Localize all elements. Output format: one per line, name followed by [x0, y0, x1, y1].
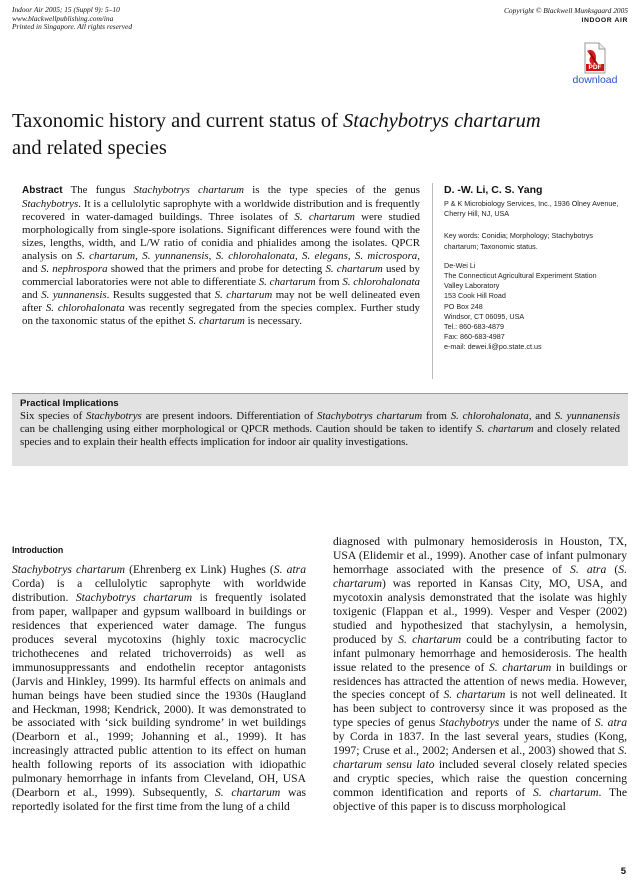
title-line2: and related species [12, 137, 167, 159]
italic-text: Stachybotrys [22, 197, 79, 210]
text-run: could be a contributing factor to infant pulmonary hemorrhage and hemosiderosis. The health issue related to the presence of [333, 632, 627, 674]
address-line: 153 Cook Hill Road [444, 291, 506, 301]
column-divider [432, 183, 433, 379]
italic-text: Stachybotrys chartarum [75, 590, 193, 604]
italic-text: Stachybotrys chartarum [12, 563, 126, 576]
abstract-body [22, 184, 420, 327]
italic-text: S. chartarum [215, 786, 281, 800]
italic-text: S. chartarum [398, 632, 462, 646]
text-run: by Corda in 1837. In the last several years, studies (Kong, 1997; Cruse et al., 2002; Andersen et al., 2003) showed that [333, 730, 627, 758]
italic-text: S. chartarum [188, 314, 245, 327]
pdf-download-link[interactable] [570, 42, 620, 86]
introduction-column-2 [333, 535, 627, 814]
italic-text: S. chartarum [325, 262, 383, 275]
text-run: is the type species of the genus [244, 184, 420, 196]
keywords [444, 231, 624, 251]
text-run: is frequently isolated from paper, wallpaper and gypsum wallboard in buildings or residences that experienced water damage. The fungus produces several mycotoxins (highly toxic macrocyclic trichothecenes and related trichoverroids) as well as immunosuppressants and endothelin receptor antagonists (Jarvis and Hinkley, 1999). Its harmful effects on animals and human beings have been studied since the 1930s (Haugland and Heckman, 1998; Kendrick, 2000). It was demonstrated to be associated with ‘sick building syndrome’ in wet buildings (Dearborn et al., 1999; Johanning et al., 1999). It has increasingly attracted public attention to its effect on human health following reports of its association with idiopathic pulmonary hemorrhage in infants from Cleveland, OH, USA (Dearborn et al., 1999). Subsequently, [12, 590, 306, 800]
italic-text: S. chartarum [76, 249, 136, 262]
journal-citation [12, 6, 132, 32]
email-line: e-mail: dewei.li@po.state.ct.us [444, 342, 542, 352]
text-run: (Ehrenberg ex Link) Hughes ( [125, 563, 274, 576]
pdf-icon-label: PDF [586, 64, 604, 71]
text-run: . The objective of this paper is to discuss morphological [333, 786, 627, 814]
article-title [12, 108, 612, 162]
title-text: Taxonomic history and current status of [12, 110, 344, 132]
italic-text: S. chartarum [533, 786, 599, 800]
title-species: Stachybotrys chartarum [343, 110, 541, 132]
text-run: , [135, 249, 143, 262]
text-run: . Results suggested that [106, 288, 215, 301]
text-run: , and [528, 410, 555, 422]
text-run: included several closely related species and cryptic species, which raise the question concerning common identification and reports of [333, 758, 628, 800]
citation-line: Indoor Air 2005; 15 (Suppl 9): 5–10 [12, 5, 120, 14]
text-run: was reportedly isolated for the first time from the lung of a child [12, 786, 306, 814]
address-line: Tel.: 860-683-4879 [444, 322, 504, 332]
italic-text: S. chlorohalonata [342, 275, 420, 288]
text-run: was recently segregated from the species complex. Further study on the taxonomic status of the epithet [22, 301, 420, 327]
text-run: ( [606, 562, 619, 576]
text-run: from [422, 410, 451, 422]
practical-heading: Practical Implications [20, 398, 119, 409]
address-line: Fax: 860-683-4987 [444, 332, 505, 342]
text-run: showed that the primers and probe for detecting [107, 262, 326, 275]
italic-text: S. chartarum sensu lato [333, 744, 627, 772]
italic-text: S. yunnanensis [142, 249, 209, 262]
text-run: The fungus [62, 184, 134, 196]
keywords-line: chartarum; Taxonomic status. [444, 241, 538, 251]
italic-text: Stachybotrys chartarum [133, 184, 245, 196]
abstract [22, 184, 420, 327]
italic-text: S. atra [594, 716, 627, 730]
text-run: can be challenging using either morphological or QPCR methods. Caution should be taken to identify [20, 422, 477, 435]
text-run: , [294, 249, 303, 262]
italic-text: S. chartarum [476, 422, 534, 435]
website-line: www.blackwellpublishing.com/ina [12, 13, 114, 23]
text-run: , [347, 249, 355, 262]
keywords-line: Key words: Conidia; Morphology; Stachybotrys [444, 231, 594, 241]
practical-implications-box [12, 393, 628, 466]
italic-text: S. elegans [302, 249, 348, 262]
download-link[interactable]: download [572, 74, 618, 86]
italic-text: S. atra [273, 563, 306, 576]
text-run: diagnosed with pulmonary hemosiderosis in Houston, TX, USA (Elidemir et al., 1999). Another case of infant pulmonary hemorrhage associated with the presence of [333, 535, 627, 576]
text-run: ) was reported in Kansas City, MO, USA, and mycotoxin analysis demonstrated that the isolate was highly toxigenic (Flappan et al., 1999). Vesper and Vesper (2002) studied and hypothesized that stachylysin, a hemolysin, produced by [333, 576, 627, 646]
text-run: is necessary. [244, 314, 302, 327]
practical-body [20, 410, 620, 448]
text-run: may not be well delineated even after [22, 288, 421, 314]
italic-text: S. chartarum [214, 288, 273, 301]
affiliation-line: P & K Microbiology Services, Inc., 1936 Olney Avenue, [444, 199, 619, 208]
italic-text: S. nephrospora [40, 262, 108, 275]
text-run: and closely related species and to explain their health effects implication for indoor air quality investigations. [20, 422, 621, 448]
affiliation [444, 199, 624, 219]
italic-text: S. yunnanensis [41, 288, 107, 301]
italic-text: S. chartarum [333, 562, 627, 590]
address-line: Valley Laboratory [444, 281, 500, 291]
text-run: in buildings or residences has attracted the attention of news media. However, the species concept of [333, 660, 628, 702]
text-run: under the name of [499, 716, 595, 730]
italic-text: S. atra [570, 562, 607, 576]
text-run: were studied morphologically from single-spore isolations. Significant differences were found with the sizes, lengths, width, and L/W ratio of conidia and phialides among the isolates. QPCR analysis on [22, 210, 420, 262]
italic-text: S. microspora [354, 249, 418, 262]
journal-name: INDOOR AIR [581, 16, 628, 24]
copyright: Copyright © Blackwell Munksgaard 2005 [504, 6, 628, 15]
italic-text: Stachybotrys [85, 410, 142, 422]
printed-line: Printed in Singapore. All rights reserved [12, 22, 133, 32]
italic-text: S. chlorohalonata [215, 249, 295, 262]
italic-text: S. chartarum [443, 688, 506, 702]
text-run: , [208, 249, 216, 262]
italic-text: S. chartarum [294, 210, 355, 223]
text-run: are present indoors. Differentiation of [141, 410, 317, 422]
introduction-column-1 [12, 563, 306, 814]
text-run: Corda) is a cellulolytic saprophyte with worldwide distribution. [12, 576, 306, 604]
introduction-heading: Introduction [12, 545, 64, 555]
address-line: Windsor, CT 06095, USA [444, 311, 525, 321]
text-run: and [22, 288, 42, 301]
authors: D. -W. Li, C. S. Yang [444, 184, 543, 196]
italic-text: S. chlorohalonata [450, 410, 529, 422]
italic-text: S. chartarum [258, 275, 316, 288]
abstract-label: Abstract [22, 185, 63, 196]
italic-text: S. yunnanensis [554, 410, 620, 422]
page-number: 5 [620, 866, 626, 877]
copyright-block [504, 6, 628, 25]
text-run: Six species of [20, 410, 86, 422]
pdf-icon[interactable] [582, 42, 608, 74]
italic-text: S. chlorohalonata [45, 301, 125, 314]
italic-text: Stachybotrys [439, 716, 500, 730]
italic-text: Stachybotrys chartarum [316, 410, 423, 422]
author-sidebar [444, 183, 624, 362]
text-run: , and [22, 249, 420, 275]
address-line: The Connecticut Agricultural Experiment Station [444, 271, 597, 281]
text-run: from [315, 275, 343, 288]
italic-text: S. chartarum [488, 660, 552, 674]
text-run: used by commercial laboratories were not able to differentiate [22, 262, 420, 288]
address-line: PO Box 248 [444, 301, 483, 311]
correspondence-address [444, 261, 624, 353]
text-run: is not well delineated. It has been subject to controversy since it was proposed as the type species of genus [333, 688, 627, 730]
address-line: De-Wei Li [444, 260, 476, 270]
affiliation-line: Cherry Hill, NJ, USA [444, 209, 510, 219]
text-run: . It is a cellulolytic saprophyte with a worldwide distribution and is frequently recovered in water-damaged buildings. Three isolates of [22, 197, 420, 223]
